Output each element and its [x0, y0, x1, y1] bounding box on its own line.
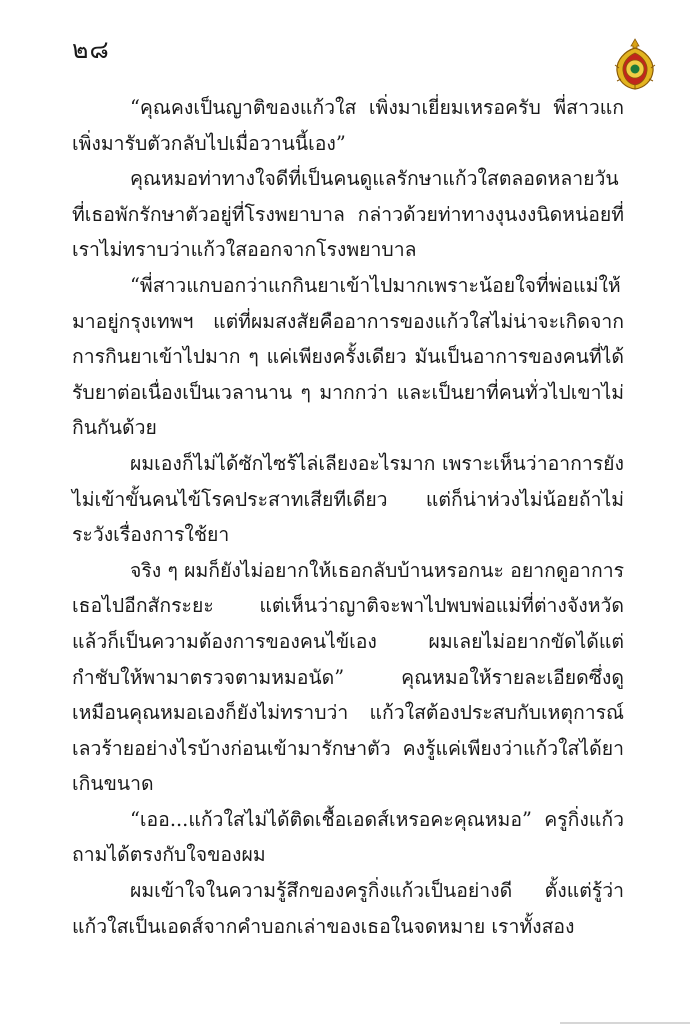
paragraph: “พี่สาวแกบอกว่าแกกินยาเข้าไปมากเพราะน้อยใจที่พ่อแม่ให้มาอยู่กรุงเทพฯ แต่ที่ผมสงสัยคืออาการของแก้วใสไม่น่าจะเกิดจากการกินยาเข้าไปมาก ๆ แค่เพียงครั้งเดียว มันเป็นอาการของคนที่ได้รับยาต่อเนื่องเป็นเวลานาน ๆ มากกว่า และเป็นยาที่คนทั่วไปเขาไม่กินกันด้วย: [72, 273, 624, 440]
paragraph: คุณหมอท่าทางใจดีที่เป็นคนดูแลรักษาแก้วใสตลอดหลายวันที่เธอพักรักษาตัวอยู่ที่โรงพยาบาล กล่าวด้วยท่าทางงุนงงนิดหน่อยที่เราไม่ทราบว่าแก้วใสออกจากโรงพยาบาล: [72, 167, 624, 262]
paragraph: “คุณคงเป็นญาติของแก้วใส เพิ่งมาเยี่ยมเหรอครับ พี่สาวแกเพิ่งมารับตัวกลับไปเมื่อวานนี้เอง”: [72, 96, 624, 155]
page-edge-line: [560, 1022, 690, 1024]
paragraph: ผมเข้าใจในความรู้สึกของครูกิ่งแก้วเป็นอย่างดี ตั้งแต่รู้ว่าแก้วใสเป็นเอดส์จากคำบอกเล่าของเธอในจดหมาย เราทั้งสอง: [72, 879, 624, 938]
royal-crest-icon: [612, 38, 658, 90]
paragraph: จริง ๆ ผมก็ยังไม่อยากให้เธอกลับบ้านหรอกนะ อยากดูอาการเธอไปอีกสักระยะ แต่เห็นว่าญาติจะพาไปพบพ่อแม่ที่ต่างจังหวัด แล้วก็เป็นความต้องการของคนไข้เอง ผมเลยไม่อยากขัดได้แต่กำชับให้พามาตรวจตามหมอนัด” คุณหมอให้รายละเอียดซึ่งดูเหมือนคุณหมอเองก็ยังไม่ทราบว่า แก้วใสต้องประสบกับเหตุการณ์เลวร้ายอย่างไรบ้างก่อนเข้ามารักษาตัว คงรู้แค่เพียงว่าแก้วใสได้ยาเกินขนาด: [72, 558, 624, 796]
page-number: ๒๘: [72, 35, 110, 64]
paragraph: ผมเองก็ไม่ได้ซักไซร้ไล่เลียงอะไรมาก เพราะเห็นว่าอาการยังไม่เข้าขั้นคนไข้โรคประสาทเสียทีเดียว แต่ก็น่าห่วงไม่น้อยถ้าไม่ระวังเรื่องการใช้ยา: [72, 451, 624, 547]
paragraph: “เออ...แก้วใสไม่ได้ติดเชื้อเอดส์เหรอคะคุณหมอ” ครูกิ่งแก้วถามได้ตรงกับใจของผม: [72, 807, 624, 867]
body-text: [72, 90, 624, 944]
